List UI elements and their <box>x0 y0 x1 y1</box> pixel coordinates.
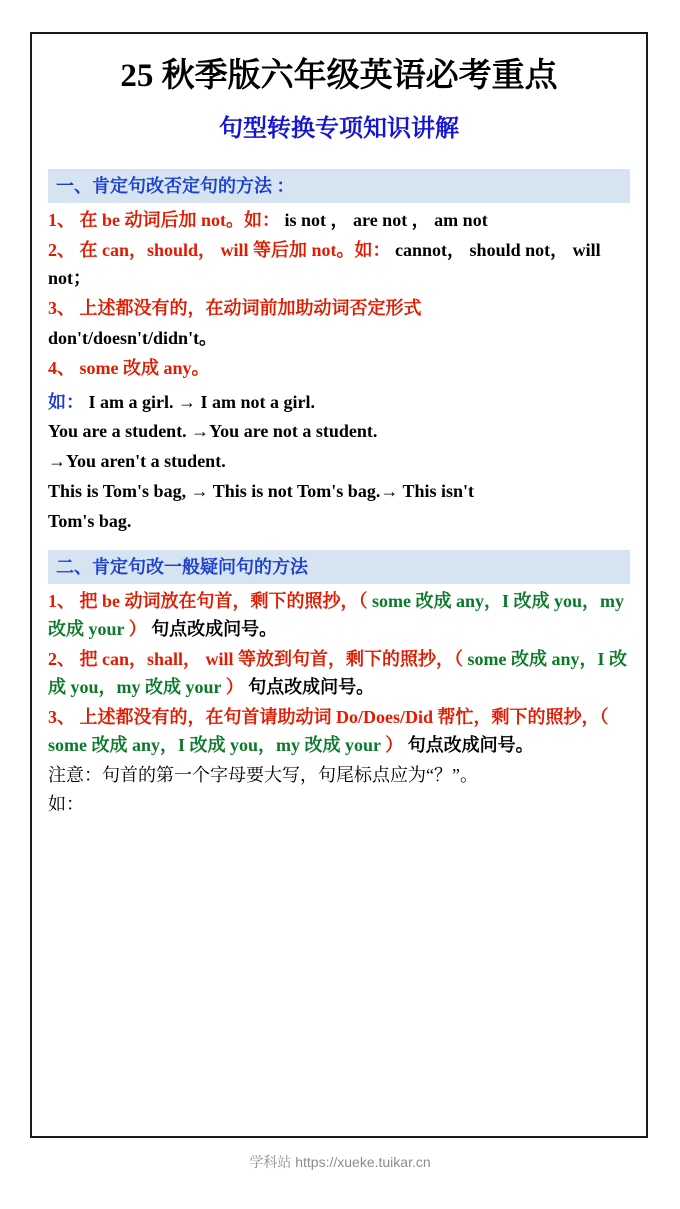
section-heading-1: 一、肯定句改否定句的方法 ： <box>48 169 630 204</box>
rule-text-red: 上述都没有的，在句首请助动词 Do/Does/Did 帮忙，剩下的照抄，（ <box>79 707 609 728</box>
rule-text-red: 把 be 动词放在句首，剩下的照抄，（ <box>79 591 368 612</box>
rule-number: 1、 <box>48 591 75 612</box>
rule-number: 2、 <box>48 649 75 670</box>
example-line <box>48 508 630 536</box>
rule-text-red: 在 be 动词后加 not。如： <box>79 210 281 231</box>
rule-item <box>48 237 630 293</box>
example-line <box>48 389 630 417</box>
page-subtitle: 句型转换专项知识讲解 <box>219 116 459 143</box>
attention-note: 注意：句首的第一个字母要大写，句尾标点应为“？”。 <box>48 764 478 785</box>
rule-text-red-close: ） <box>225 677 244 698</box>
rule-number: 3、 <box>48 297 75 318</box>
rule-text-black: 句点改成问号。 <box>248 677 375 698</box>
rule-item <box>48 646 630 702</box>
rule-number: 3、 <box>48 707 75 728</box>
example-text: You are a student. →You are not a student. <box>48 421 378 442</box>
rule-text-black: cannot， should not， will not； <box>48 240 601 288</box>
rule-text-red: 在 can，should， will 等后加 not。如： <box>79 240 391 261</box>
example-label: 如： <box>48 793 84 814</box>
rule-item <box>48 295 630 323</box>
example-line <box>48 448 630 476</box>
example-line <box>48 418 630 446</box>
rule-item <box>48 355 630 383</box>
page-title: 25 秋季版六年级英语必考重点 <box>120 58 558 94</box>
rule-text-red: 把 can，shall， will 等放到句首，剩下的照抄，（ <box>79 649 464 670</box>
rule-number: 2、 <box>48 240 75 261</box>
rule-number: 4、 <box>48 357 75 378</box>
rule-text-green: some 改成 any，I 改成 you，my 改成 your <box>48 649 628 698</box>
section-heading-2: 二、肯定句改一般疑问句的方法 <box>48 550 630 585</box>
rule-text-green: some 改成 any，I 改成 you，my 改成 your <box>48 591 625 640</box>
example-label: 如： <box>48 391 84 412</box>
rule-text-black: don't/doesn't/didn't。 <box>48 327 218 348</box>
rule-item <box>48 588 630 644</box>
rule-text-red-close: ） <box>128 619 147 640</box>
rule-number: 1、 <box>48 210 75 231</box>
example-text: This is Tom's bag, → This is not Tom's bag.→ This isn't <box>48 481 475 502</box>
rule-item <box>48 704 630 760</box>
rule-text-red-close: ） <box>385 734 404 755</box>
example-text: →You aren't a student. <box>48 451 226 472</box>
example-text: I am a girl. → I am not a girl. <box>88 391 315 412</box>
document-page <box>30 32 648 1138</box>
rule-item <box>48 207 630 235</box>
rule-text-black: 句点改成问号。 <box>407 734 534 755</box>
rule-text-black: 句点改成问号。 <box>151 619 278 640</box>
example-text: Tom's bag. <box>48 511 132 532</box>
rule-continuation <box>48 325 630 353</box>
example-line <box>48 478 630 506</box>
rule-text-red: 上述都没有的，在动词前加助动词否定形式 <box>79 297 422 318</box>
rule-text-green: some 改成 any，I 改成 you，my 改成 your <box>48 734 381 755</box>
watermark: 学科站 https://xueke.tuikar.cn <box>249 1154 431 1170</box>
rule-text-black: is not ， are not ， am not <box>284 210 488 231</box>
rule-text-red: some 改成 any。 <box>79 357 210 378</box>
